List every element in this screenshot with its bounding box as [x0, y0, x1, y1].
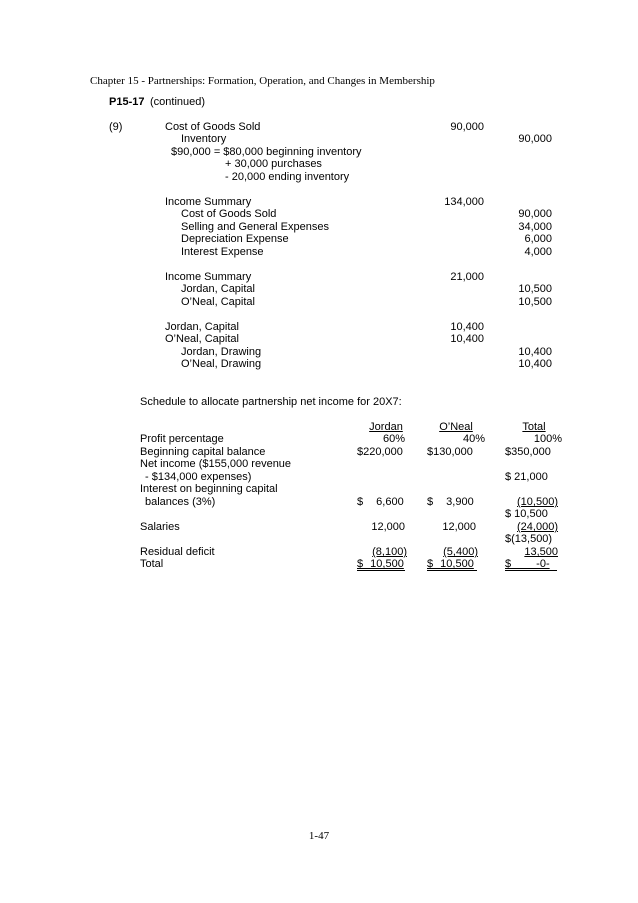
schedule-row-label: Interest on beginning capital [140, 483, 278, 495]
schedule-oneal-value: $ 3,900 [427, 496, 474, 508]
schedule-title: Schedule to allocate partnership net income for 20X7: [140, 396, 402, 408]
journal-account: Jordan, Capital [181, 283, 255, 295]
journal-credit: 4,000 [524, 246, 552, 258]
journal-debit: 10,400 [450, 321, 484, 333]
journal-debit: 10,400 [450, 333, 484, 345]
schedule-total-value: (10,500) [517, 496, 558, 508]
schedule-row-label: Net income ($155,000 revenue [140, 458, 292, 470]
schedule-row-label: balances (3%) [145, 496, 216, 508]
schedule-total-value: $ 10,500 [505, 508, 548, 520]
problem-id: P15-17 [109, 96, 145, 108]
journal-credit: 90,000 [518, 208, 552, 220]
schedule-jordan-value: 60% [382, 433, 405, 445]
schedule-total-value: (24,000) [517, 521, 558, 533]
schedule-total-value: 13,500 [524, 546, 558, 558]
schedule-jordan-value: $ 6,600 [357, 496, 404, 508]
entry-number: (9) [109, 121, 123, 133]
journal-account: Inventory [181, 133, 227, 145]
schedule-row-label: Beginning capital balance [140, 446, 266, 458]
schedule-jordan-value: $ 10,500 [357, 558, 404, 570]
schedule-total-value: 100% [533, 433, 562, 445]
problem-note: (continued) [150, 96, 206, 108]
schedule-row-label: Total [140, 558, 164, 570]
journal-account: Cost of Goods Sold [181, 208, 277, 220]
schedule-total-value: $(13,500) [505, 533, 553, 545]
schedule-jordan-value: $220,000 [357, 446, 403, 458]
journal-account: O’Neal, Capital [165, 333, 239, 345]
schedule-oneal-value: (5,400) [443, 546, 478, 558]
journal-credit: 34,000 [518, 221, 552, 233]
chapter-title: Chapter 15 - Partnerships: Formation, Operation, and Changes in Membership [90, 75, 435, 87]
journal-debit: 21,000 [450, 271, 484, 283]
column-header-total: Total [522, 421, 546, 433]
journal-account: Depreciation Expense [181, 233, 289, 245]
journal-account: O’Neal, Capital [181, 296, 255, 308]
schedule-row-label: - $134,000 expenses) [145, 471, 252, 483]
journal-note: - 20,000 ending inventory [225, 171, 350, 183]
journal-debit: 90,000 [450, 121, 484, 133]
schedule-oneal-value: 12,000 [442, 521, 476, 533]
column-header-jordan: Jordan [369, 421, 403, 433]
schedule-total-value: $ 21,000 [505, 471, 548, 483]
schedule-jordan-value: (8,100) [372, 546, 407, 558]
journal-note: $90,000 = $80,000 beginning inventory [171, 146, 362, 158]
schedule-oneal-value: $ 10,500 [427, 558, 477, 571]
journal-debit: 134,000 [444, 196, 484, 208]
journal-credit: 90,000 [518, 133, 552, 145]
journal-note: + 30,000 purchases [225, 158, 322, 170]
journal-account: Interest Expense [181, 246, 264, 258]
journal-credit: 10,400 [518, 358, 552, 370]
journal-credit: 10,500 [518, 296, 552, 308]
page-number: 1-47 [308, 830, 330, 842]
schedule-total-value: $350,000 [505, 446, 551, 458]
schedule-row-label: Salaries [140, 521, 180, 533]
journal-account: Selling and General Expenses [181, 221, 329, 233]
journal-account: Jordan, Capital [165, 321, 239, 333]
schedule-jordan-value: 12,000 [371, 521, 405, 533]
journal-account: Income Summary [165, 271, 252, 283]
journal-credit: 6,000 [524, 233, 552, 245]
column-header-oneal: O’Neal [439, 421, 473, 433]
journal-account: O’Neal, Drawing [181, 358, 262, 370]
journal-credit: 10,500 [518, 283, 552, 295]
journal-account: Jordan, Drawing [181, 346, 262, 358]
journal-account: Cost of Goods Sold [165, 121, 261, 133]
schedule-oneal-value: $130,000 [427, 446, 473, 458]
schedule-oneal-value: 40% [462, 433, 485, 445]
journal-credit: 10,400 [518, 346, 552, 358]
schedule-total-value: $ -0- [505, 558, 557, 571]
journal-account: Income Summary [165, 196, 252, 208]
schedule-row-label: Residual deficit [140, 546, 215, 558]
schedule-row-label: Profit percentage [140, 433, 224, 445]
